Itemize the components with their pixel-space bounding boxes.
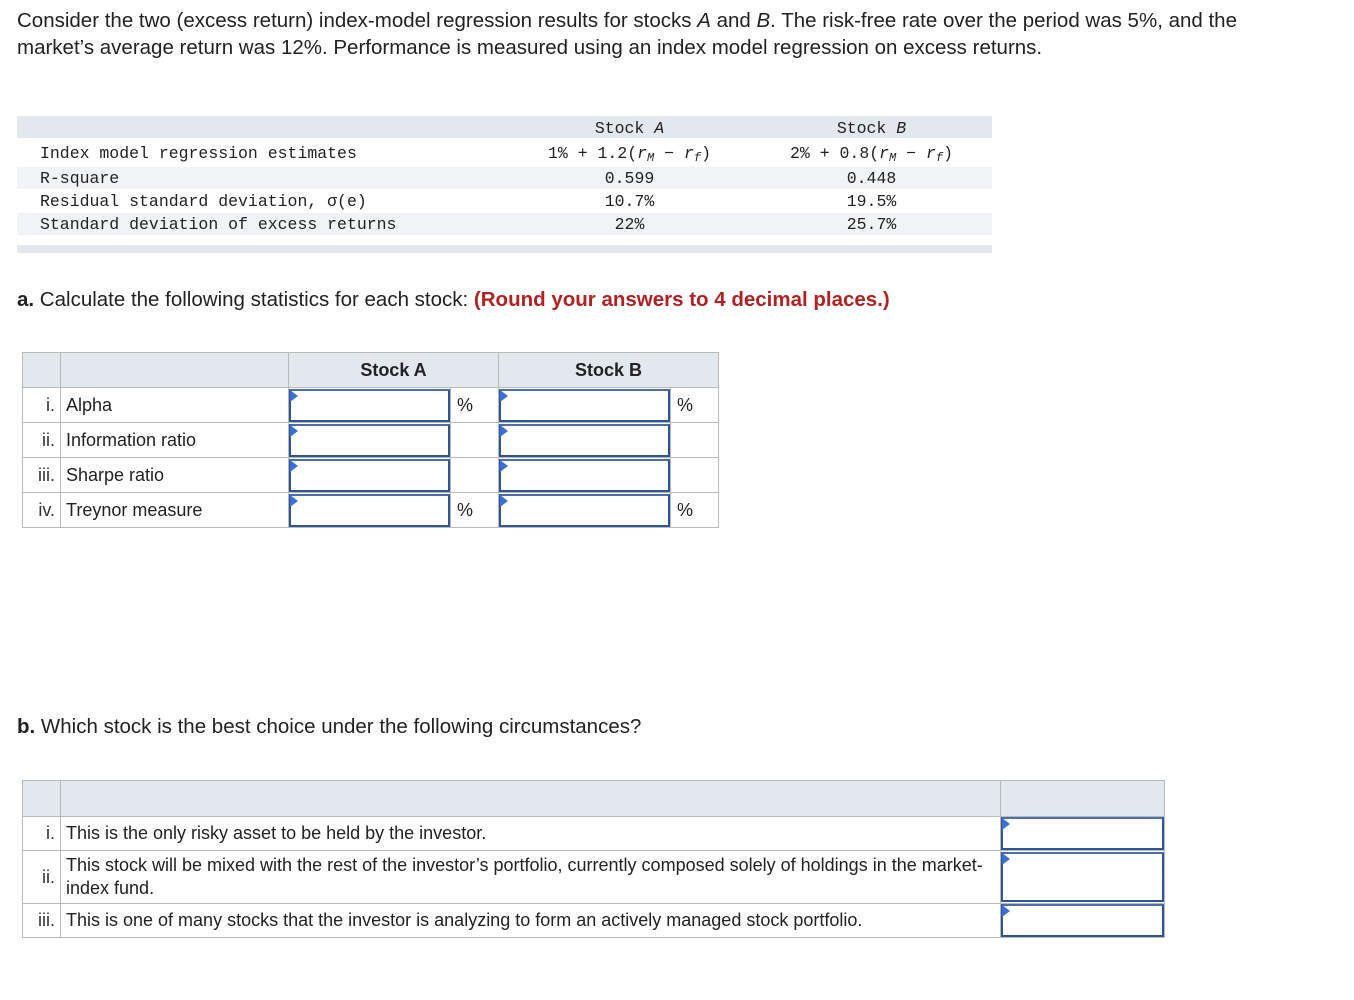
circumstance-text: This stock will be mixed with the rest of the investor’s portfolio, currently composed solely of holdings in the market-index fund. <box>61 851 1001 904</box>
treynor-stock-a-input[interactable] <box>289 494 450 527</box>
reg-rsquare-a: 0.599 <box>604 169 655 188</box>
reg-label-residual-sd: Residual standard deviation, σ(e) <box>40 192 367 211</box>
table-row: i. This is the only risky asset to be held by the investor. <box>23 817 1165 851</box>
reg-residual-sd-b: 19.5% <box>846 192 897 211</box>
reg-label-excess-sd: Standard deviation of excess returns <box>40 215 397 234</box>
part-a-answer-table <box>22 352 719 528</box>
row-label-treynor-measure: Treynor measure <box>61 493 289 528</box>
part-b-prompt: b. Which stock is the best choice under the following circumstances? <box>17 715 642 738</box>
information-ratio-stock-a-input[interactable] <box>289 424 450 457</box>
sharpe-ratio-stock-b-input[interactable] <box>499 459 670 492</box>
sharpe-ratio-stock-a-input[interactable] <box>289 459 450 492</box>
information-ratio-stock-b-input[interactable] <box>499 424 670 457</box>
input-marker-icon <box>500 460 508 472</box>
input-marker-icon <box>500 425 508 437</box>
reg-label-rsquare: R-square <box>40 169 120 188</box>
best-choice-select-3[interactable] <box>1001 904 1164 937</box>
circumstance-text: This is the only risky asset to be held by the investor. <box>61 817 1001 851</box>
row-label-information-ratio: Information ratio <box>61 423 289 458</box>
reg-header-stock-a: Stock A <box>594 119 665 138</box>
problem-intro: Consider the two (excess return) index-model regression results for stocks A and B. The risk-free rate over the period was 5%, and the market’s average return was 12%. Performance is measured using an index model regression on excess returns. <box>17 9 1237 59</box>
reg-residual-sd-a: 10.7% <box>604 192 655 211</box>
input-marker-icon <box>290 460 298 472</box>
input-marker-icon <box>500 495 508 507</box>
reg-estimate-a: $1\% + 1.2(r_M - r_f)$ <box>548 144 711 165</box>
part-b-answer-table <box>22 780 1165 938</box>
input-marker-icon <box>290 495 298 507</box>
part-a-prompt: a. Calculate the following statistics for each stock: (Round your answers to 4 decimal places.) <box>17 288 890 311</box>
reg-excess-sd-b: 25.7% <box>846 215 897 234</box>
input-marker-icon <box>290 425 298 437</box>
rounding-note: (Round your answers to 4 decimal places.) <box>473 288 890 311</box>
regression-results-table <box>17 116 992 253</box>
table-row: iv. Treynor measure % % <box>23 493 719 528</box>
row-label-sharpe-ratio: Sharpe ratio <box>61 458 289 493</box>
reg-excess-sd-a: 22% <box>614 215 645 234</box>
reg-estimate-b: $2\% + 0.8(r_M - r_f)$ <box>790 144 953 165</box>
best-choice-select-1[interactable] <box>1001 817 1164 850</box>
reg-header-stock-b: Stock B <box>836 119 907 138</box>
circumstance-text: This is one of many stocks that the investor is analyzing to form an actively managed stock portfolio. <box>61 904 1001 938</box>
input-marker-icon <box>1002 905 1010 917</box>
table-row: iii. Sharpe ratio <box>23 458 719 493</box>
reg-rsquare-b: 0.448 <box>846 169 897 188</box>
col-header-stock-b: Stock B <box>499 353 719 388</box>
input-marker-icon <box>290 390 298 402</box>
table-row: i. Alpha % % <box>23 388 719 423</box>
alpha-stock-a-input[interactable] <box>289 389 450 422</box>
input-marker-icon <box>1002 818 1010 830</box>
best-choice-select-2[interactable] <box>1001 852 1164 902</box>
table-row: ii. This stock will be mixed with the rest of the investor’s portfolio, currently composed solely of holdings in the market-index fund. <box>23 851 1165 904</box>
input-marker-icon <box>1002 853 1010 865</box>
treynor-stock-b-input[interactable] <box>499 494 670 527</box>
input-marker-icon <box>500 390 508 402</box>
col-header-stock-a: Stock A <box>289 353 499 388</box>
table-row: iii. This is one of many stocks that the investor is analyzing to form an actively managed stock portfolio. <box>23 904 1165 938</box>
table-row: ii. Information ratio <box>23 423 719 458</box>
reg-label-estimates: Index model regression estimates <box>40 144 357 163</box>
alpha-stock-b-input[interactable] <box>499 389 670 422</box>
row-label-alpha: Alpha <box>61 388 289 423</box>
